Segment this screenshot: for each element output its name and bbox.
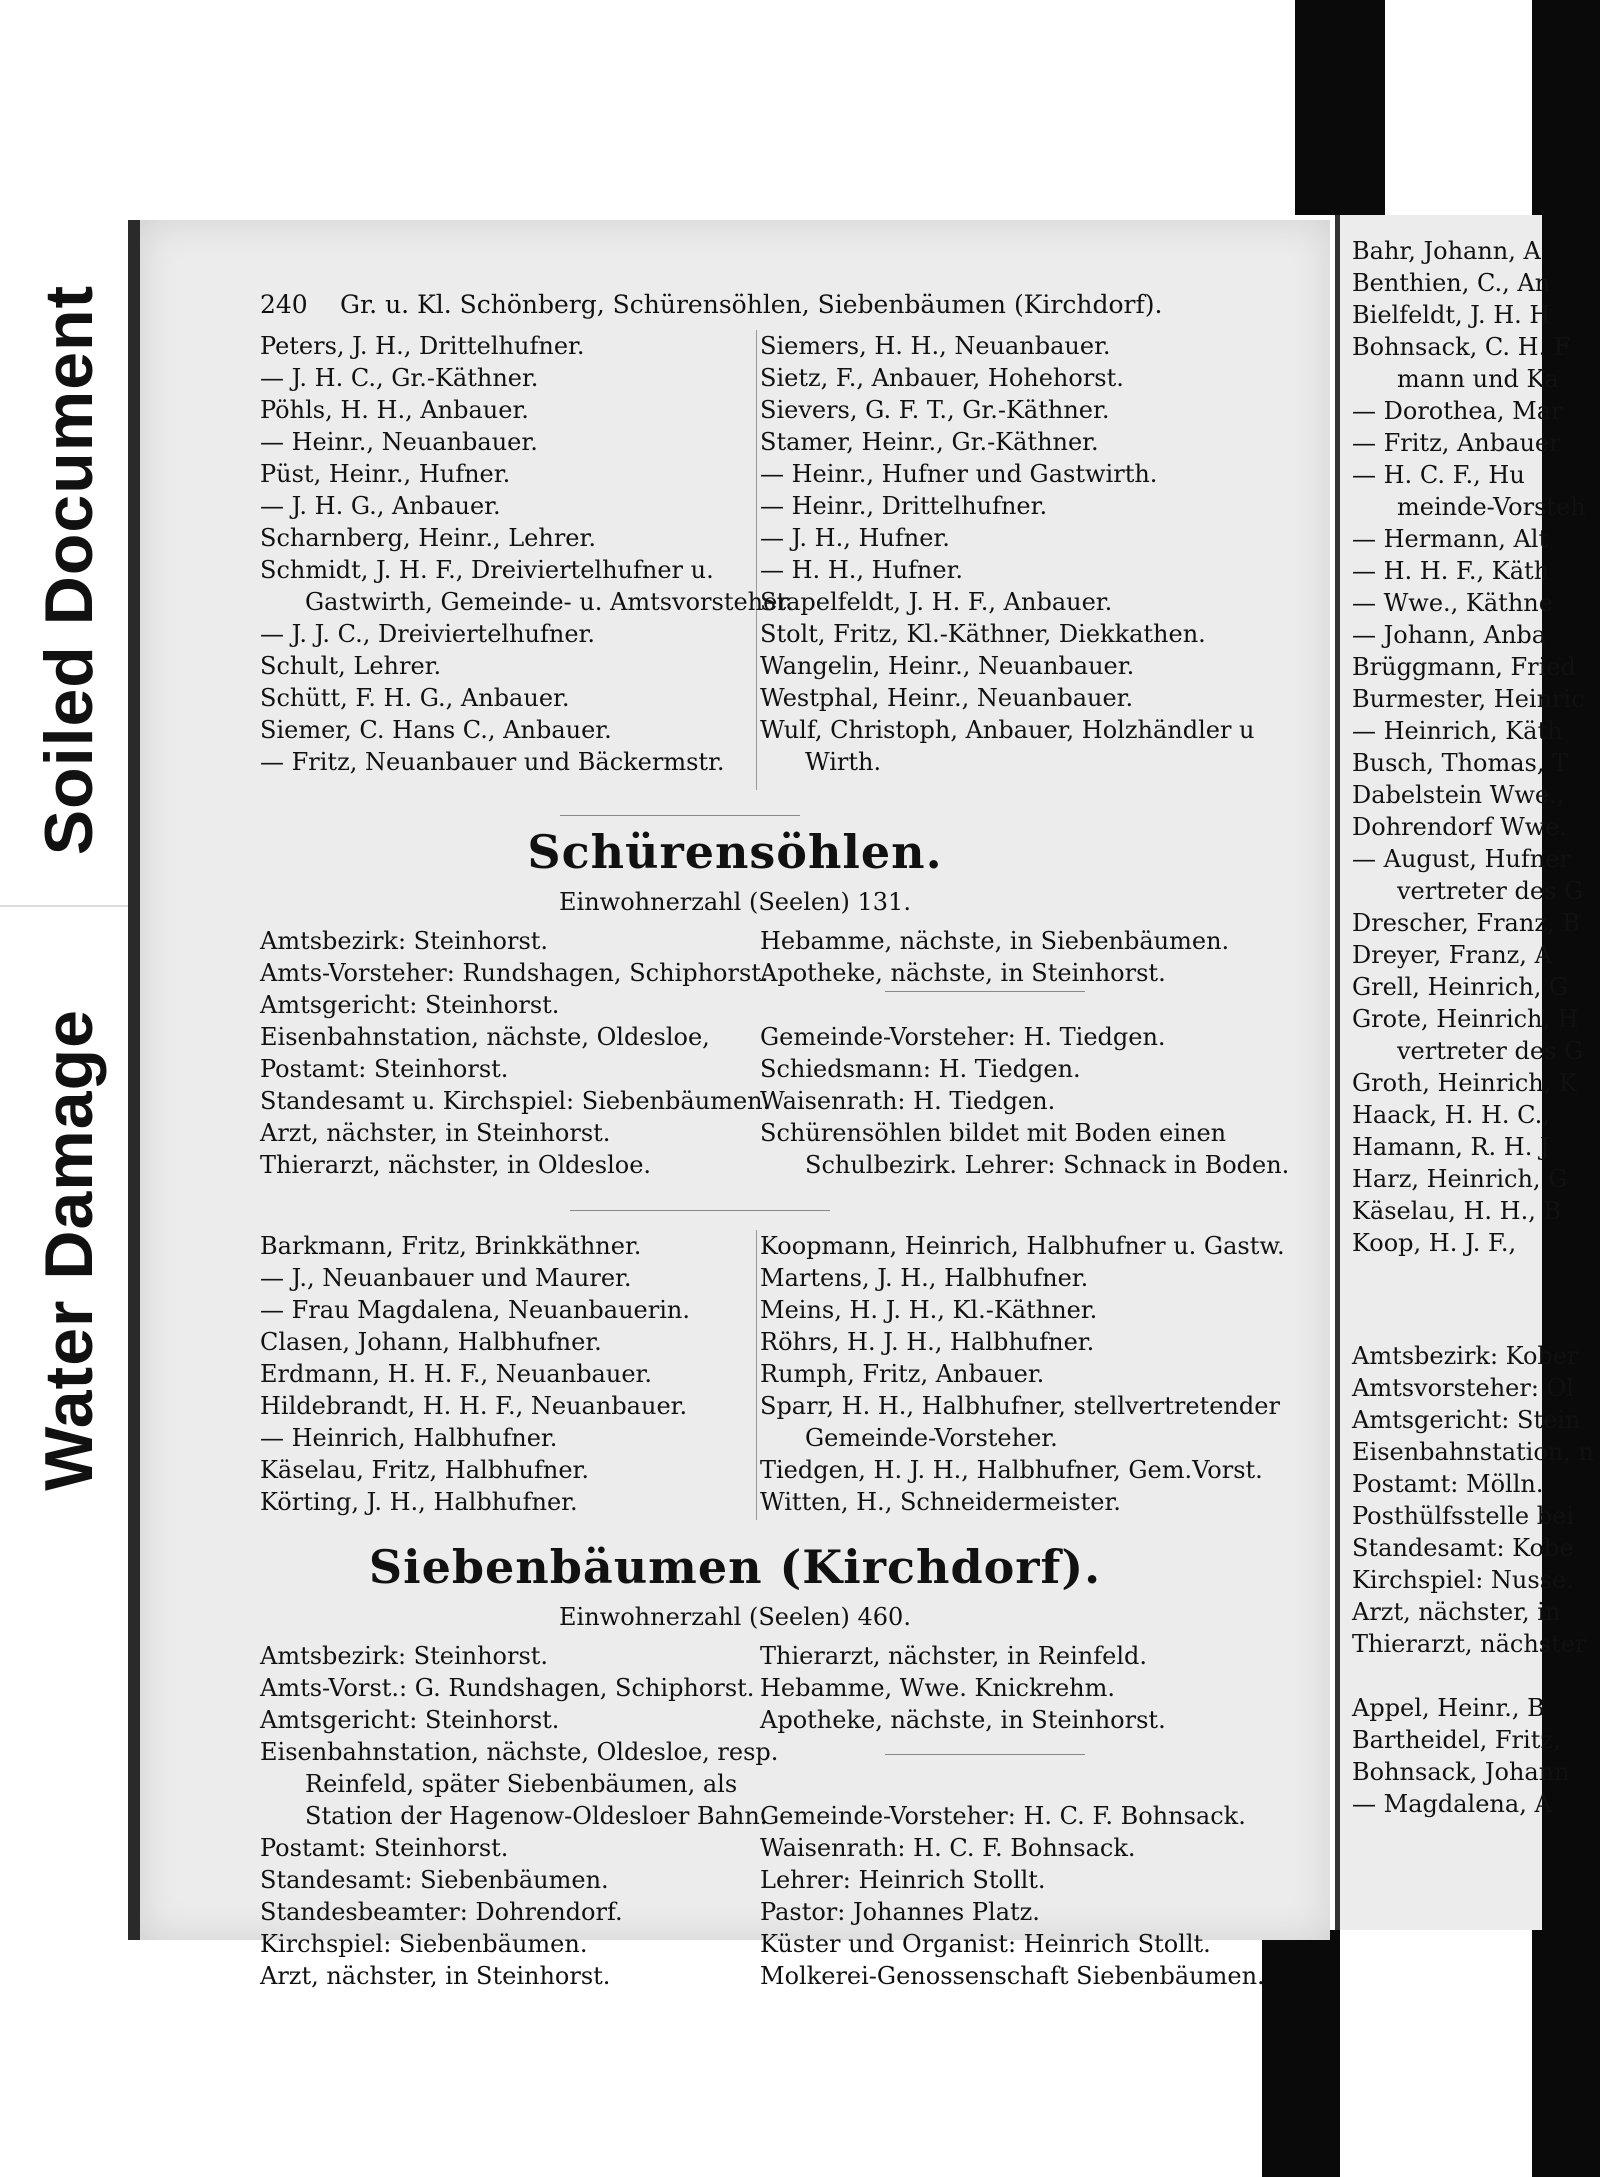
- list-item: Kirchspiel: Siebenbäumen.: [260, 1930, 588, 1958]
- list-item: Wirth.: [805, 748, 882, 776]
- list-item: — Johann, Anba: [1352, 621, 1547, 649]
- list-item: Postamt: Steinhorst.: [260, 1055, 509, 1083]
- list-item: Reinfeld, später Siebenbäumen, als: [305, 1770, 738, 1798]
- list-item: Barkmann, Fritz, Brinkkäthner.: [260, 1232, 642, 1260]
- population-schurensohlen: Einwohnerzahl (Seelen) 131.: [559, 888, 911, 916]
- admin-divider: [885, 991, 1085, 992]
- list-item: [760, 1736, 1320, 1768]
- list-item: Apotheke, nächste, in Steinhorst.: [760, 959, 1166, 987]
- list-item: Koopmann, Heinrich, Halbhufner u. Gastw.: [760, 1232, 1285, 1260]
- list-item: Station der Hagenow-Oldesloer Bahn.: [305, 1802, 768, 1830]
- list-item: Siemers, H. H., Neuanbauer.: [760, 332, 1111, 360]
- list-item: Haack, H. H. C.,: [1352, 1101, 1550, 1129]
- list-item: Schulbezirk. Lehrer: Schnack in Boden.: [805, 1151, 1290, 1179]
- list-item: — Dorothea, Mar: [1352, 397, 1563, 425]
- list-item: Busch, Thomas, T: [1352, 749, 1569, 777]
- list-item: Wangelin, Heinr., Neuanbauer.: [760, 652, 1135, 680]
- list-item: vertreter des G: [1397, 877, 1584, 905]
- list-item: Pastor: Johannes Platz.: [760, 1898, 1040, 1926]
- siebenbaumen-admin-left: [260, 1640, 779, 1992]
- list-item: Kirchspiel: Nusse.: [1352, 1566, 1574, 1594]
- list-item: Bahr, Johann, A: [1352, 237, 1541, 265]
- list-item: Hildebrandt, H. H. F., Neuanbauer.: [260, 1392, 688, 1420]
- list-item: — J. H. G., Anbauer.: [260, 492, 501, 520]
- list-item: meinde-Vorsteh: [1397, 493, 1586, 521]
- scan-background-top: [1295, 0, 1385, 215]
- list-item: Eisenbahnstation, nächste, Oldesloe,: [260, 1023, 710, 1051]
- list-item: Thierarzt, nächster, in Reinfeld.: [760, 1642, 1147, 1670]
- list-item: Postamt: Mölln.: [1352, 1470, 1544, 1498]
- list-item: Martens, J. H., Halbhufner.: [760, 1264, 1089, 1292]
- list-item: Amtsbezirk: Steinhorst.: [260, 927, 549, 955]
- list-item: Amtsgericht: Stein: [1352, 1406, 1581, 1434]
- section-title-siebenbaumen: Siebenbäumen (Kirchdorf).: [368, 1540, 1102, 1594]
- list-item: Bohnsack, C. H. F: [1352, 333, 1571, 361]
- list-item: — Fritz, Anbauer: [1352, 429, 1561, 457]
- list-item: Sievers, G. F. T., Gr.-Käthner.: [760, 396, 1110, 424]
- list-item: Wulf, Christoph, Anbauer, Holzhändler u: [760, 716, 1255, 744]
- list-item: Röhrs, H. J. H., Halbhufner.: [760, 1328, 1095, 1356]
- running-head-title: Gr. u. Kl. Schönberg, Schürensöhlen, Siebenbäumen (Kirchdorf).: [340, 290, 1163, 319]
- list-item: Harz, Heinrich, G: [1352, 1165, 1568, 1193]
- list-item: Eisenbahnstation, n: [1352, 1438, 1594, 1466]
- population-siebenbaumen: Einwohnerzahl (Seelen) 460.: [559, 1603, 911, 1631]
- adjacent-page: [1335, 215, 1594, 1930]
- list-item: Standesamt: Siebenbäumen.: [260, 1866, 609, 1894]
- list-item: — J. J. C., Dreiviertelhufner.: [260, 620, 596, 648]
- list-item: Amtsbezirk: Kober: [1352, 1342, 1579, 1370]
- list-item: Clasen, Johann, Halbhufner.: [260, 1328, 602, 1356]
- list-item: Erdmann, H. H. F., Neuanbauer.: [260, 1360, 652, 1388]
- list-item: Küster und Organist: Heinrich Stollt.: [760, 1930, 1211, 1958]
- list-item: Käselau, Fritz, Halbhufner.: [260, 1456, 590, 1484]
- list-item: Waisenrath: H. Tiedgen.: [760, 1087, 1056, 1115]
- section-divider: [570, 1210, 830, 1211]
- list-item: — J. H. C., Gr.-Käthner.: [260, 364, 539, 392]
- list-item: [760, 989, 1320, 1021]
- list-item: — Frau Magdalena, Neuanbauerin.: [260, 1296, 690, 1324]
- list-item: Groth, Heinrich, K: [1352, 1069, 1577, 1097]
- list-item: Hamann, R. H. J: [1352, 1133, 1550, 1161]
- list-item: — Hermann, Alt: [1352, 525, 1549, 553]
- list-item: mann und Ka: [1397, 365, 1559, 393]
- list-item: Appel, Heinr., B: [1352, 1694, 1545, 1722]
- list-item: Püst, Heinr., Hufner.: [260, 460, 511, 488]
- siebenbaumen-admin-right: [760, 1640, 1320, 1992]
- adjacent-page-top-list: [1352, 235, 1586, 1259]
- list-item: — H. C. F., Hu: [1352, 461, 1525, 489]
- list-item: — Heinr., Hufner und Gastwirth.: [760, 460, 1158, 488]
- list-item: Molkerei-Genossenschaft Siebenbäumen.: [760, 1962, 1265, 1990]
- adjacent-page-bottom-list: [1352, 1340, 1594, 1820]
- list-item: Hebamme, Wwe. Knickrehm.: [760, 1674, 1116, 1702]
- list-item: Amtsgericht: Steinhorst.: [260, 991, 560, 1019]
- list-item: Pöhls, H. H., Anbauer.: [260, 396, 529, 424]
- list-item: Schürensöhlen bildet mit Boden einen: [760, 1119, 1227, 1147]
- list-item: Standesamt: Kobe: [1352, 1534, 1574, 1562]
- list-item: Posthülfsstelle bei: [1352, 1502, 1574, 1530]
- list-item: Dabelstein Wwe.,: [1352, 781, 1565, 809]
- list-item: Schiedsmann: H. Tiedgen.: [760, 1055, 1081, 1083]
- list-item: Amtsbezirk: Steinhorst.: [260, 1642, 549, 1670]
- list-item: [1352, 1660, 1594, 1692]
- water-damage-label: Water Damage: [31, 1009, 107, 1491]
- list-item: — August, Hufner: [1352, 845, 1571, 873]
- list-item: Eisenbahnstation, nächste, Oldesloe, resp.: [260, 1738, 779, 1766]
- page-number: 240: [260, 290, 308, 319]
- list-item: Stamer, Heinr., Gr.-Käthner.: [760, 428, 1099, 456]
- list-item: Schütt, F. H. G., Anbauer.: [260, 684, 570, 712]
- list-item: Amts-Vorsteher: Rundshagen, Schiphorst.: [260, 959, 769, 987]
- list-item: — Fritz, Neuanbauer und Bäckermstr.: [260, 748, 725, 776]
- list-item: Gemeinde-Vorsteher: H. C. F. Bohnsack.: [760, 1802, 1246, 1830]
- schurensohlen-residents-left: [260, 1230, 760, 1518]
- list-item: Bohnsack, Johann: [1352, 1758, 1570, 1786]
- list-item: Schult, Lehrer.: [260, 652, 442, 680]
- list-item: Westphal, Heinr., Neuanbauer.: [760, 684, 1134, 712]
- list-item: Grell, Heinrich, G: [1352, 973, 1569, 1001]
- list-item: Apotheke, nächste, in Steinhorst.: [760, 1706, 1166, 1734]
- list-item: — H. H., Hufner.: [760, 556, 964, 584]
- list-item: Dreyer, Franz, A: [1352, 941, 1552, 969]
- document-page: [128, 220, 1330, 1990]
- list-item: — H. H. F., Käth: [1352, 557, 1550, 585]
- list-item: Käselau, H. H., B: [1352, 1197, 1562, 1225]
- list-item: Körting, J. H., Halbhufner.: [260, 1488, 578, 1516]
- running-head: [260, 290, 1290, 319]
- side-label-divider: [0, 905, 138, 907]
- list-item: Siemer, C. Hans C., Anbauer.: [260, 716, 612, 744]
- list-item: Hebamme, nächste, in Siebenbäumen.: [760, 927, 1230, 955]
- list-item: Scharnberg, Heinr., Lehrer.: [260, 524, 596, 552]
- schurensohlen-admin-left: [260, 925, 771, 1181]
- list-item: vertreter des G: [1397, 1037, 1584, 1065]
- list-item: Peters, J. H., Drittelhufner.: [260, 332, 585, 360]
- list-item: Drescher, Franz, B: [1352, 909, 1580, 937]
- list-item: — J. H., Hufner.: [760, 524, 950, 552]
- list-item: Tiedgen, H. J. H., Halbhufner, Gem.Vorst.: [760, 1456, 1263, 1484]
- list-item: Gastwirth, Gemeinde- u. Amtsvorsteher.: [305, 588, 794, 616]
- section-title-schurensohlen: Schürensöhlen.: [527, 825, 943, 879]
- list-item: Postamt: Steinhorst.: [260, 1834, 509, 1862]
- list-item: Koop, H. J. F.,: [1352, 1229, 1517, 1257]
- list-item: Thierarzt, nächster, in Oldesloe.: [260, 1151, 652, 1179]
- list-item: Standesamt u. Kirchspiel: Siebenbäumen.: [260, 1087, 771, 1115]
- list-item: Sietz, F., Anbauer, Hohehorst.: [760, 364, 1124, 392]
- list-item: Amts-Vorst.: G. Rundshagen, Schiphorst.: [260, 1674, 755, 1702]
- list-item: Stapelfeldt, J. H. F., Anbauer.: [760, 588, 1113, 616]
- list-item: — J., Neuanbauer und Maurer.: [260, 1264, 632, 1292]
- list-item: Arzt, nächster, in: [1352, 1598, 1561, 1626]
- list-item: Amtsvorsteher: Ol: [1352, 1374, 1574, 1402]
- list-item: Arzt, nächster, in Steinhorst.: [260, 1962, 611, 1990]
- soiled-document-label: Soiled Document: [31, 284, 107, 856]
- list-item: Gemeinde-Vorsteher: H. Tiedgen.: [760, 1023, 1166, 1051]
- list-item: — Heinrich, Käth: [1352, 717, 1563, 745]
- list-item: Meins, H. J. H., Kl.-Käthner.: [760, 1296, 1098, 1324]
- list-item: Thierarzt, nächster: [1352, 1630, 1587, 1658]
- list-item: — Heinr., Drittelhufner.: [760, 492, 1048, 520]
- list-item: — Heinrich, Halbhufner.: [260, 1424, 558, 1452]
- list-item: Schmidt, J. H. F., Dreiviertelhufner u.: [260, 556, 714, 584]
- list-item: Burmester, Heinric: [1352, 685, 1585, 713]
- list-item: Rumph, Fritz, Anbauer.: [760, 1360, 1045, 1388]
- list-item: Lehrer: Heinrich Stollt.: [760, 1866, 1046, 1894]
- list-item: Witten, H., Schneidermeister.: [760, 1488, 1121, 1516]
- list-item: Stolt, Fritz, Kl.-Käthner, Diekkathen.: [760, 620, 1206, 648]
- schurensohlen-admin-right: [760, 925, 1320, 1181]
- list-item: — Wwe., Käthne: [1352, 589, 1553, 617]
- list-item: Bartheidel, Fritz,: [1352, 1726, 1561, 1754]
- list-item: Gemeinde-Vorsteher.: [805, 1424, 1058, 1452]
- list-item: Benthien, C., An: [1352, 269, 1551, 297]
- list-item: Arzt, nächster, in Steinhorst.: [260, 1119, 611, 1147]
- list-item: Sparr, H. H., Halbhufner, stellvertretender: [760, 1392, 1280, 1420]
- side-label-panel: [0, 0, 138, 2177]
- list-item: Amtsgericht: Steinhorst.: [260, 1706, 560, 1734]
- list-item: — Magdalena, A: [1352, 1790, 1552, 1818]
- list-item: Dohrendorf Wwe.: [1352, 813, 1568, 841]
- section-divider: [560, 815, 800, 816]
- list-item: Waisenrath: H. C. F. Bohnsack.: [760, 1834, 1136, 1862]
- list-item: Brüggmann, Fried: [1352, 653, 1576, 681]
- admin-divider: [885, 1754, 1085, 1755]
- list-item: Standesbeamter: Dohrendorf.: [260, 1898, 623, 1926]
- schurensohlen-residents-right: [760, 1230, 1320, 1518]
- list-item: [760, 1768, 1320, 1800]
- list-item: — Heinr., Neuanbauer.: [260, 428, 538, 456]
- top-left-list: [260, 330, 794, 778]
- list-item: Bielfeldt, J. H. H: [1352, 301, 1551, 329]
- top-right-list: [760, 330, 1320, 778]
- list-item: Grote, Heinrich, H: [1352, 1005, 1579, 1033]
